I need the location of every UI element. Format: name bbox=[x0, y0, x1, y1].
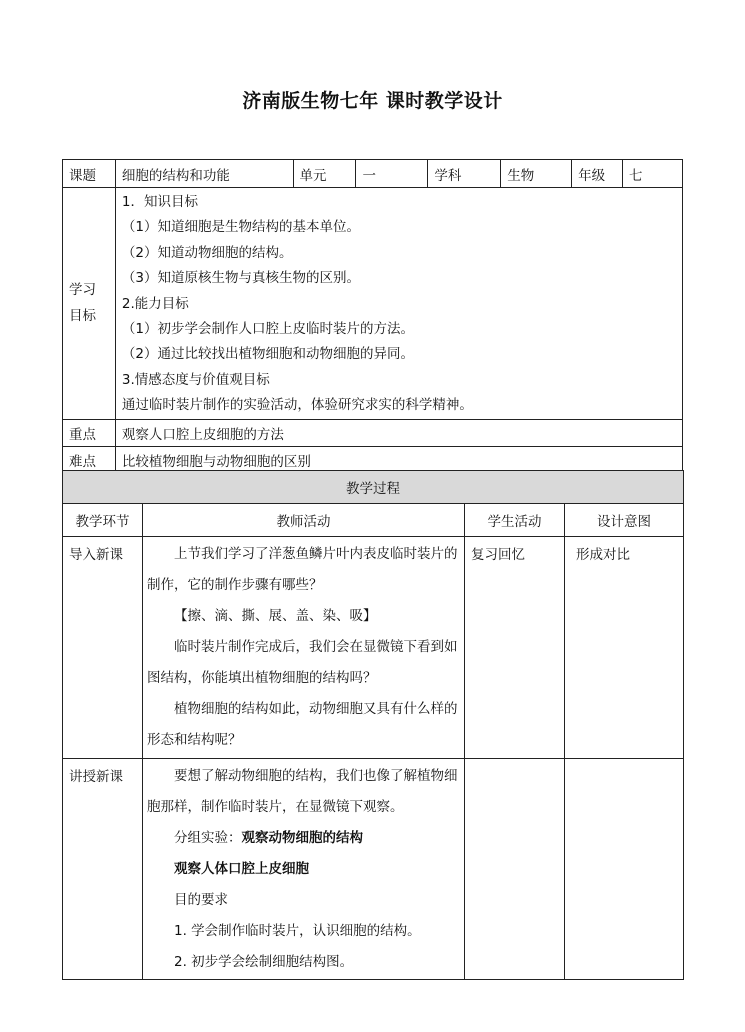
column-header: 教学环节 bbox=[63, 504, 143, 537]
objectives-label-line2: 目标 bbox=[69, 308, 96, 325]
goal-item: 1. 学会制作临时装片，认识细胞的结构。 bbox=[174, 923, 421, 939]
objective-line: （1）初步学会制作人口腔上皮临时装片的方法。 bbox=[121, 320, 414, 337]
objective-line: （2）通过比较找出植物细胞和动物细胞的异同。 bbox=[121, 346, 414, 363]
subject-label: 学科 bbox=[428, 160, 501, 188]
lesson-info-table bbox=[62, 159, 683, 474]
teacher-paragraph: 要想了解动物细胞的结构，我们也像了解植物细胞那样，制作临时装片，在显微镜下观察。 bbox=[147, 768, 458, 815]
experiment-prefix: 分组实验： bbox=[174, 830, 242, 846]
objectives-content bbox=[115, 188, 682, 420]
table-row bbox=[63, 537, 684, 759]
teacher-paragraph: 植物细胞的结构如此，动物细胞又具有什么样的形态和结构呢？ bbox=[147, 701, 458, 748]
unit-value: 一 bbox=[356, 160, 428, 188]
student-activity-cell bbox=[465, 759, 565, 980]
key-point-label: 重点 bbox=[63, 419, 116, 446]
grade-label: 年级 bbox=[572, 160, 623, 188]
goal-item: 2. 初步学会绘制细胞结构图。 bbox=[174, 954, 354, 970]
objectives-row bbox=[63, 188, 683, 420]
topic-value: 细胞的结构和功能 bbox=[115, 160, 293, 188]
teaching-process-table bbox=[62, 470, 684, 980]
design-intent-cell bbox=[565, 759, 684, 980]
objective-line: （2）知道动物细胞的结构。 bbox=[121, 244, 293, 261]
stage-cell: 导入新课 bbox=[63, 537, 143, 759]
goal-label: 目的要求 bbox=[174, 892, 228, 908]
unit-label: 单元 bbox=[293, 160, 356, 188]
key-point-row bbox=[63, 419, 683, 446]
subject-value: 生物 bbox=[501, 160, 572, 188]
column-header: 教师活动 bbox=[143, 504, 465, 537]
difficulty-value: 比较植物细胞与动物细胞的区别 bbox=[115, 446, 682, 473]
topic-label: 课题 bbox=[63, 160, 116, 188]
column-header-row bbox=[63, 504, 684, 537]
objective-line: 通过临时装片制作的实验活动，体验研究求实的科学精神。 bbox=[121, 397, 473, 414]
experiment-line bbox=[147, 823, 460, 854]
column-header: 学生活动 bbox=[465, 504, 565, 537]
table-row bbox=[63, 759, 684, 980]
teacher-paragraph: 【擦、滴、撕、展、盖、染、吸】 bbox=[174, 608, 377, 624]
design-intent-cell: 形成对比 bbox=[565, 537, 684, 759]
difficulty-label: 难点 bbox=[63, 446, 116, 473]
objective-line: 3.情感态度与价值观目标 bbox=[121, 371, 270, 388]
teacher-paragraph: 上节我们学习了洋葱鱼鳞片叶内表皮临时装片的制作，它的制作步骤有哪些？ bbox=[147, 546, 458, 593]
objective-line: （3）知道原核生物与真核生物的区别。 bbox=[121, 270, 360, 287]
teacher-paragraph: 临时装片制作完成后，我们会在显微镜下看到如图结构，你能填出植物细胞的结构吗？ bbox=[147, 639, 458, 686]
grade-value: 七 bbox=[623, 160, 683, 188]
objectives-label bbox=[63, 188, 116, 420]
teacher-activity-cell bbox=[143, 759, 465, 980]
process-header-row bbox=[63, 471, 684, 504]
experiment-subtitle: 观察人体口腔上皮细胞 bbox=[174, 861, 309, 877]
key-point-value: 观察人口腔上皮细胞的方法 bbox=[115, 419, 682, 446]
header-row bbox=[63, 160, 683, 188]
process-header: 教学过程 bbox=[63, 471, 684, 504]
teacher-activity-cell bbox=[143, 537, 465, 759]
difficulty-row bbox=[63, 446, 683, 473]
objective-line: 1．知识目标 bbox=[121, 194, 198, 210]
page-title: 济南版生物七年 课时教学设计 bbox=[242, 90, 503, 112]
objectives-label-line1: 学习 bbox=[69, 282, 96, 299]
column-header: 设计意图 bbox=[565, 504, 684, 537]
student-activity-cell: 复习回忆 bbox=[465, 537, 565, 759]
experiment-title: 观察动物细胞的结构 bbox=[241, 830, 363, 846]
objective-line: 2.能力目标 bbox=[121, 295, 189, 312]
objective-line: （1）知道细胞是生物结构的基本单位。 bbox=[121, 219, 360, 236]
stage-cell: 讲授新课 bbox=[63, 759, 143, 980]
